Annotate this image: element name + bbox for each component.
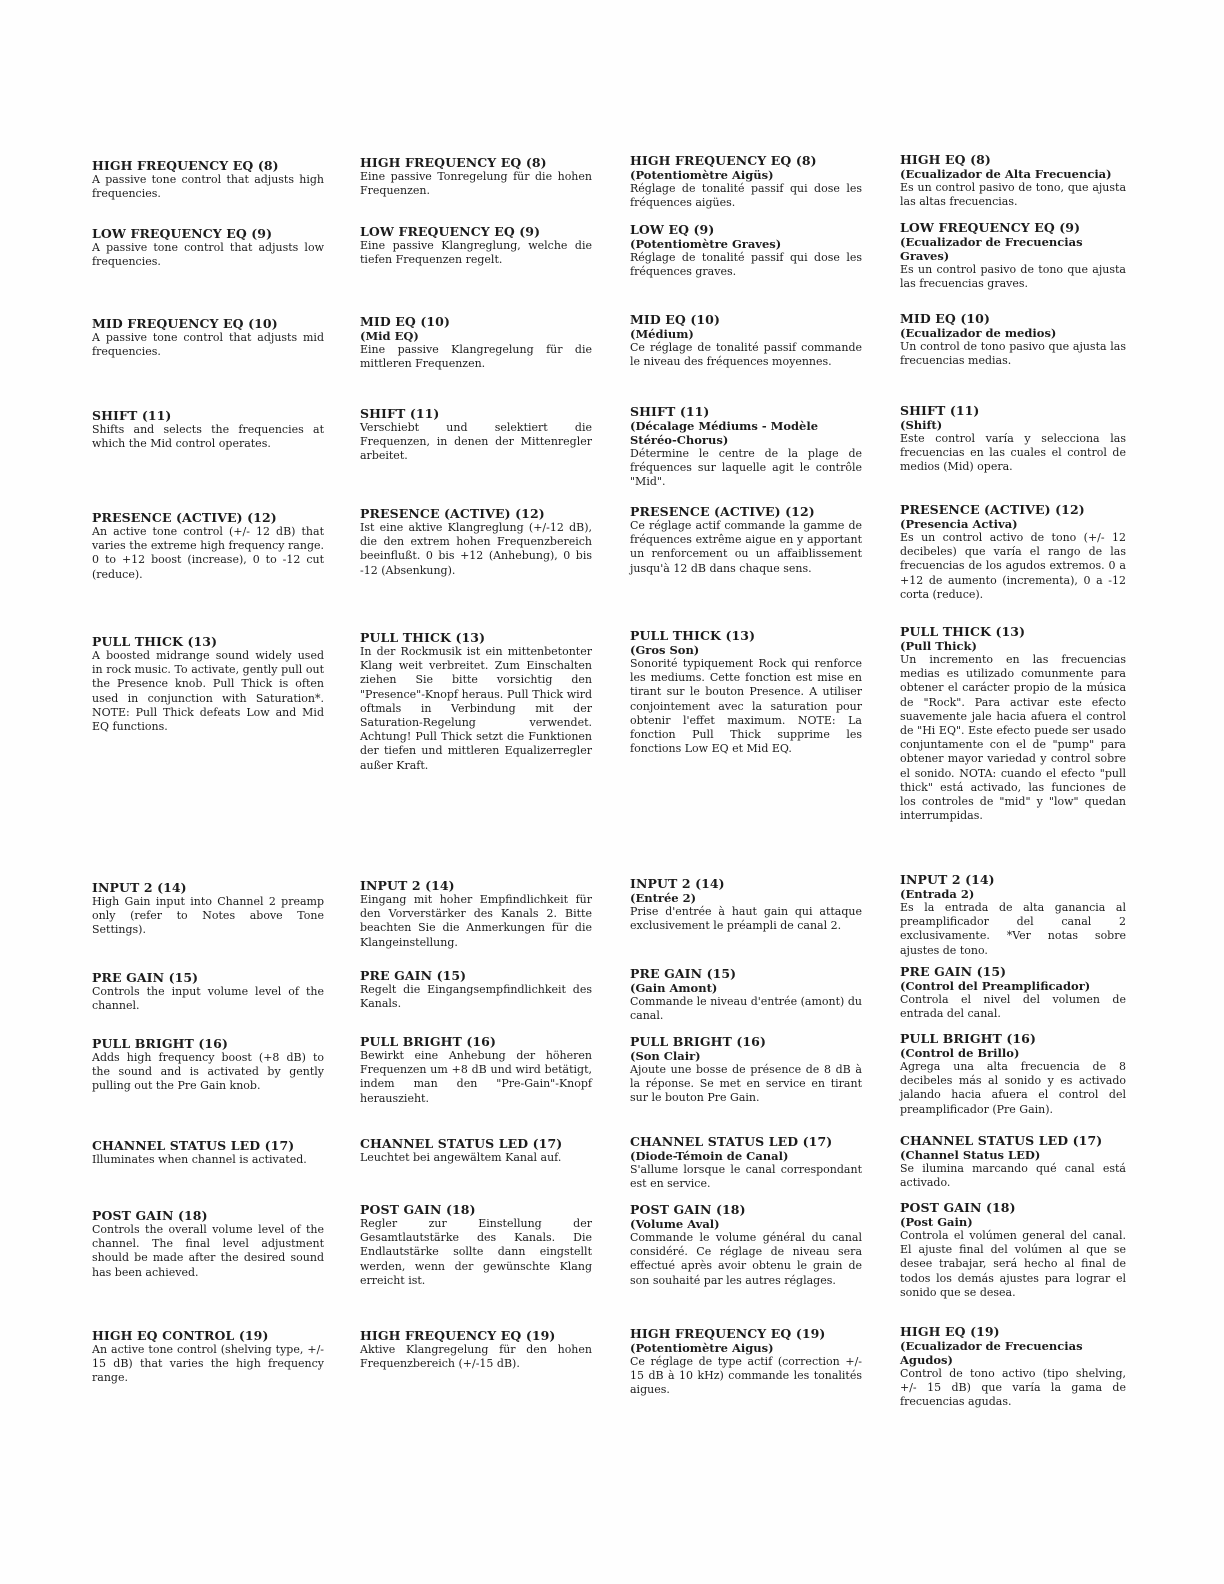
entry-low-frequency-eq-9-de: [360, 224, 592, 267]
entry-subtitle: (Channel Status LED): [900, 1148, 1041, 1162]
entry-title: CHANNEL STATUS LED (17): [360, 1136, 563, 1151]
entry-title: PRESENCE (ACTIVE) (12): [92, 510, 277, 525]
entry-body: Es la entrada de alta ganancia al preamplificador del canal 2 exclusivamente. *Ver notas sobre ajustes de tono.: [900, 901, 1126, 957]
entry-channel-status-led-17-de: [360, 1136, 592, 1165]
entry-title: PRESENCE (ACTIVE) (12): [360, 506, 545, 521]
entry-subtitle: (Control del Preamplificador): [900, 979, 1091, 993]
entry-mid-eq-10-de: [360, 314, 592, 371]
entry-title: LOW FREQUENCY EQ (9): [360, 224, 541, 239]
entry-shift-11-es: [900, 403, 1126, 475]
entry-title: MID FREQUENCY EQ (10): [92, 316, 278, 331]
entry-pull-thick-13-es: [900, 624, 1126, 823]
entry-body: Prise d'entrée à haut gain qui attaque exclusivement le préampli de canal 2.: [630, 905, 862, 933]
entry-high-eq-8-es: [900, 152, 1126, 209]
entry-title: LOW FREQUENCY EQ (9): [92, 226, 273, 241]
entry-body: In der Rockmusik ist ein mittenbetonter Klang weit verbreitet. Zum Einschalten ziehen Sie bitte vorsichtig den "Presence"-Knopf heraus. Pull Thick wird oftmals in Verbindung mit der Saturation-Regelung verwendet. Achtung! Pull Thick setzt die Funktionen der tiefen und mittleren Equalizerregler außer Kraft.: [360, 645, 592, 772]
entry-subtitle: (Volume Aval): [630, 1217, 720, 1231]
entry-high-eq-control-19-en: [92, 1328, 324, 1386]
entry-subtitle: (Potentiomètre Aigüs): [630, 168, 774, 182]
entry-shift-11-fr: [630, 404, 862, 490]
entry-title: LOW FREQUENCY EQ (9): [900, 220, 1081, 235]
entry-body: Commande le volume général du canal considéré. Ce réglage de niveau sera effectué après avoir obtenu le grain de son souhaité par les autres réglages.: [630, 1231, 862, 1287]
entry-shift-11-de: [360, 406, 592, 464]
entry-body: Un control de tono pasivo que ajusta las frecuencias medias.: [900, 340, 1126, 368]
entry-body: S'allume lorsque le canal correspondant est en service.: [630, 1163, 862, 1191]
entry-post-gain-18-de: [360, 1202, 592, 1288]
entry-title: POST GAIN (18): [92, 1208, 208, 1223]
entry-subtitle: (Potentiomètre Aigus): [630, 1341, 774, 1355]
entry-title: INPUT 2 (14): [630, 876, 725, 891]
entry-title: HIGH FREQUENCY EQ (8): [92, 158, 279, 173]
entry-title: HIGH FREQUENCY EQ (8): [360, 155, 547, 170]
entry-body: Réglage de tonalité passif qui dose les fréquences aigües.: [630, 182, 862, 210]
entry-body: Controla el nivel del volumen de entrada del canal.: [900, 993, 1126, 1021]
entry-body: Ajoute une bosse de présence de 8 dB à la réponse. Se met en service en tirant sur le bouton Pre Gain.: [630, 1063, 862, 1105]
entry-body: Sonorité typiquement Rock qui renforce les mediums. Cette fonction est mise en tirant sur le bouton Presence. A utiliser conjointement avec la saturation pour obtenir l'effet maximum. NOTE: La fonction Pull Thick supprime les fonctions Low EQ et Mid EQ.: [630, 657, 862, 756]
entry-low-frequency-eq-9-es: [900, 220, 1126, 291]
entry-subtitle: (Presencia Activa): [900, 517, 1018, 531]
entry-body: Détermine le centre de la plage de fréquences sur laquelle agit le contrôle "Mid".: [630, 447, 862, 489]
entry-pull-thick-13-en: [92, 634, 324, 734]
entry-title: PRE GAIN (15): [900, 964, 1007, 979]
entry-title: INPUT 2 (14): [900, 872, 995, 887]
entry-subtitle: (Entrada 2): [900, 887, 975, 901]
entry-body: Leuchtet bei angewältem Kanal auf.: [360, 1151, 562, 1164]
entry-title: MID EQ (10): [360, 314, 450, 329]
entry-title: HIGH EQ CONTROL (19): [92, 1328, 269, 1343]
entry-title: INPUT 2 (14): [360, 878, 455, 893]
entry-body: Bewirkt eine Anhebung der höheren Frequenzen um +8 dB und wird betätigt, indem man den "Pre-Gain"-Knopf herauszieht.: [360, 1049, 592, 1105]
entry-input-2-14-fr: [630, 876, 862, 933]
entry-body: Regler zur Einstellung der Gesamtlautstärke des Kanals. Die Endlautstärke sollte dann eingstellt werden, wenn der gewünschte Klang erreicht ist.: [360, 1217, 592, 1287]
entry-high-frequency-eq-19-fr: [630, 1326, 862, 1398]
entry-body: An active tone control (shelving type, +/- 15 dB) that varies the high frequency range.: [92, 1343, 324, 1385]
entry-body: Eine passive Klangregelung für die mittleren Frequenzen.: [360, 343, 592, 371]
entry-mid-frequency-eq-10-en: [92, 316, 324, 359]
entry-title: PRESENCE (ACTIVE) (12): [630, 504, 815, 519]
entry-subtitle: (Shift): [900, 418, 943, 432]
entry-body: A passive tone control that adjusts low frequencies.: [92, 241, 324, 269]
entry-title: PULL THICK (13): [630, 628, 756, 643]
entry-high-frequency-eq-8-fr: [630, 153, 862, 210]
entry-title: PRE GAIN (15): [92, 970, 199, 985]
entry-body: Controls the input volume level of the channel.: [92, 985, 324, 1013]
entry-subtitle: (Ecualizador de Frecuencias Agudos): [900, 1339, 1083, 1367]
entry-body: Réglage de tonalité passif qui dose les fréquences graves.: [630, 251, 862, 279]
entry-mid-eq-10-fr: [630, 312, 862, 369]
entry-title: HIGH FREQUENCY EQ (8): [630, 153, 817, 168]
entry-title: PRESENCE (ACTIVE) (12): [900, 502, 1085, 517]
entry-subtitle: (Décalage Médiums - Modèle Stéréo-Chorus): [630, 419, 819, 447]
entry-low-eq-9-fr: [630, 222, 862, 279]
entry-title: SHIFT (11): [360, 406, 440, 421]
entry-title: HIGH EQ (19): [900, 1324, 1000, 1339]
entry-title: PULL BRIGHT (16): [92, 1036, 228, 1051]
entry-title: CHANNEL STATUS LED (17): [900, 1133, 1103, 1148]
entry-body: Ce réglage de tonalité passif commande le niveau des fréquences moyennes.: [630, 341, 862, 369]
entry-title: HIGH FREQUENCY EQ (19): [360, 1328, 556, 1343]
entry-title: HIGH EQ (8): [900, 152, 991, 167]
entry-title: PULL BRIGHT (16): [630, 1034, 766, 1049]
entry-title: PULL BRIGHT (16): [900, 1031, 1036, 1046]
entry-high-eq-19-es: [900, 1324, 1126, 1410]
entry-body: Illuminates when channel is activated.: [92, 1153, 307, 1166]
entry-body: Verschiebt und selektiert die Frequenzen, in denen der Mittenregler arbeitet.: [360, 421, 592, 463]
entry-title: MID EQ (10): [630, 312, 720, 327]
entry-low-frequency-eq-9-en: [92, 226, 324, 269]
entry-subtitle: (Ecualizador de Frecuencias Graves): [900, 235, 1083, 263]
entry-body: Ce réglage actif commande la gamme de fréquences extrême aigue en y apportant un renforcement ou un affaiblissement jusqu'à 12 dB dans chaque sens.: [630, 519, 862, 575]
entry-body: Agrega una alta frecuencia de 8 decibeles más al sonido y es activado jalando hacia afuera el control del preamplificador (Pre Gain).: [900, 1060, 1126, 1116]
entry-body: High Gain input into Channel 2 preamp only (refer to Notes above Tone Settings).: [92, 895, 324, 937]
entry-body: Controla el volúmen general del canal. El ajuste final del volúmen al que se desee trabajar, será hecho al final de todos los demás ajustes para lograr el sonido que se desea.: [900, 1229, 1126, 1299]
entry-presence-12-fr: [630, 504, 862, 576]
entry-body: A passive tone control that adjusts mid frequencies.: [92, 331, 324, 359]
entry-title: POST GAIN (18): [630, 1202, 746, 1217]
entry-subtitle: (Ecualizador de Alta Frecuencia): [900, 167, 1112, 181]
entry-title: SHIFT (11): [630, 404, 710, 419]
entry-body: Ist eine aktive Klangreglung (+/-12 dB), die den extrem hohen Frequenzbereich beeinflußt. 0 bis +12 (Anhebung), 0 bis -12 (Absenkung).: [360, 521, 592, 577]
entry-post-gain-18-es: [900, 1200, 1126, 1300]
entry-title: CHANNEL STATUS LED (17): [92, 1138, 295, 1153]
entry-subtitle: (Potentiomètre Graves): [630, 237, 782, 251]
entry-high-frequency-eq-8-en: [92, 158, 324, 201]
entry-pre-gain-15-en: [92, 970, 324, 1013]
entry-title: SHIFT (11): [92, 408, 172, 423]
entry-title: POST GAIN (18): [900, 1200, 1016, 1215]
entry-body: Es un control activo de tono (+/- 12 decibeles) que varía el rango de las frecuencias de los agudos extremos. 0 a +12 de aumento (incrementa), 0 a -12 corta (reduce).: [900, 531, 1126, 601]
entry-input-2-14-de: [360, 878, 592, 950]
entry-subtitle: (Gain Amont): [630, 981, 718, 995]
entry-subtitle: (Diode-Témoin de Canal): [630, 1149, 789, 1163]
entry-body: Se ilumina marcando qué canal está activado.: [900, 1162, 1126, 1190]
entry-input-2-14-es: [900, 872, 1126, 958]
entry-presence-12-en: [92, 510, 324, 582]
entry-pre-gain-15-es: [900, 964, 1126, 1021]
entry-body: Eingang mit hoher Empfindlichkeit für den Vorverstärker des Kanals 2. Bitte beachten Sie die Anmerkungen für die Klangeinstellung.: [360, 893, 592, 949]
entry-pull-bright-16-fr: [630, 1034, 862, 1106]
entry-subtitle: (Post Gain): [900, 1215, 973, 1229]
entry-body: Eine passive Klangreglung, welche die tiefen Frequenzen regelt.: [360, 239, 592, 267]
entry-pull-thick-13-de: [360, 630, 592, 773]
entry-subtitle: (Ecualizador de medios): [900, 326, 1057, 340]
entry-post-gain-18-fr: [630, 1202, 862, 1288]
entry-title: PRE GAIN (15): [630, 966, 737, 981]
entry-pre-gain-15-fr: [630, 966, 862, 1023]
entry-pull-bright-16-en: [92, 1036, 324, 1094]
entry-pull-bright-16-es: [900, 1031, 1126, 1117]
entry-body: Control de tono activo (tipo shelving, +/- 15 dB) que varía la gama de frecuencias agudas.: [900, 1367, 1126, 1409]
entry-body: Es un control pasivo de tono que ajusta las frecuencias graves.: [900, 263, 1126, 291]
entry-subtitle: (Son Clair): [630, 1049, 701, 1063]
entry-presence-12-de: [360, 506, 592, 578]
entry-title: PULL THICK (13): [900, 624, 1026, 639]
entry-body: A boosted midrange sound widely used in rock music. To activate, gently pull out the Presence knob. Pull Thick is often used in conjunction with Saturation*. NOTE: Pull Thick defeats Low and Mid EQ functions.: [92, 649, 324, 734]
entry-title: HIGH FREQUENCY EQ (19): [630, 1326, 826, 1341]
entry-high-frequency-eq-19-de: [360, 1328, 592, 1371]
entry-body: Controls the overall volume level of the channel. The final level adjustment should be made after the desired sound has been achieved.: [92, 1223, 324, 1279]
entry-title: INPUT 2 (14): [92, 880, 187, 895]
entry-body: Shifts and selects the frequencies at which the Mid control operates.: [92, 423, 324, 451]
entry-pull-thick-13-fr: [630, 628, 862, 756]
entry-post-gain-18-en: [92, 1208, 324, 1280]
entry-high-frequency-eq-8-de: [360, 155, 592, 198]
entry-title: PULL BRIGHT (16): [360, 1034, 496, 1049]
entry-body: Commande le niveau d'entrée (amont) du canal.: [630, 995, 862, 1023]
entry-channel-status-led-17-es: [900, 1133, 1126, 1190]
entry-channel-status-led-17-fr: [630, 1134, 862, 1191]
entry-body: Eine passive Tonregelung für die hohen Frequenzen.: [360, 170, 592, 198]
entry-pre-gain-15-de: [360, 968, 592, 1011]
entry-subtitle: (Control de Brillo): [900, 1046, 1020, 1060]
entry-body: Es un control pasivo de tono, que ajusta las altas frecuencias.: [900, 181, 1126, 209]
entry-title: SHIFT (11): [900, 403, 980, 418]
entry-body: A passive tone control that adjusts high frequencies.: [92, 173, 324, 201]
entry-title: PULL THICK (13): [360, 630, 486, 645]
entry-subtitle: (Mid EQ): [360, 329, 419, 343]
entry-subtitle: (Pull Thick): [900, 639, 977, 653]
entry-input-2-14-en: [92, 880, 324, 938]
entry-subtitle: (Médium): [630, 327, 694, 341]
entry-title: LOW EQ (9): [630, 222, 715, 237]
entry-title: PULL THICK (13): [92, 634, 218, 649]
entry-body: Un incremento en las frecuencias medias es utilizado comunmente para obtener el carácter propio de la música de "Rock". Para activar este efecto suavemente jale hacia afuera el control de "Hi EQ". Este efecto puede ser usado conjuntamente con el de "pump" para obtener mayor variedad y control sobre el sonido. NOTA: cuando el efecto "pull thick" está activado, las funciones de los controles de "mid" y "low" quedan interrumpidas.: [900, 653, 1126, 823]
entry-presence-12-es: [900, 502, 1126, 602]
entry-shift-11-en: [92, 408, 324, 451]
entry-title: MID EQ (10): [900, 311, 990, 326]
entry-body: An active tone control (+/- 12 dB) that varies the extreme high frequency range. 0 to +12 boost (increase), 0 to -12 cut (reduce).: [92, 525, 324, 581]
entry-title: CHANNEL STATUS LED (17): [630, 1134, 833, 1149]
entry-subtitle: (Entrée 2): [630, 891, 697, 905]
entry-body: Este control varía y selecciona las frecuencias en las cuales el control de medios (Mid) opera.: [900, 432, 1126, 474]
entry-body: Aktive Klangregelung für den hohen Frequenzbereich (+/-15 dB).: [360, 1343, 592, 1371]
entry-title: POST GAIN (18): [360, 1202, 476, 1217]
entry-subtitle: (Gros Son): [630, 643, 700, 657]
entry-mid-eq-10-es: [900, 311, 1126, 368]
entry-pull-bright-16-de: [360, 1034, 592, 1106]
entry-body: Ce réglage de type actif (correction +/- 15 dB à 10 kHz) commande les tonalités aigues.: [630, 1355, 862, 1397]
entry-body: Adds high frequency boost (+8 dB) to the sound and is activated by gently pulling out the Pre Gain knob.: [92, 1051, 324, 1093]
entry-channel-status-led-17-en: [92, 1138, 324, 1167]
entry-title: PRE GAIN (15): [360, 968, 467, 983]
entry-body: Regelt die Eingangsempfindlichkeit des Kanals.: [360, 983, 592, 1011]
